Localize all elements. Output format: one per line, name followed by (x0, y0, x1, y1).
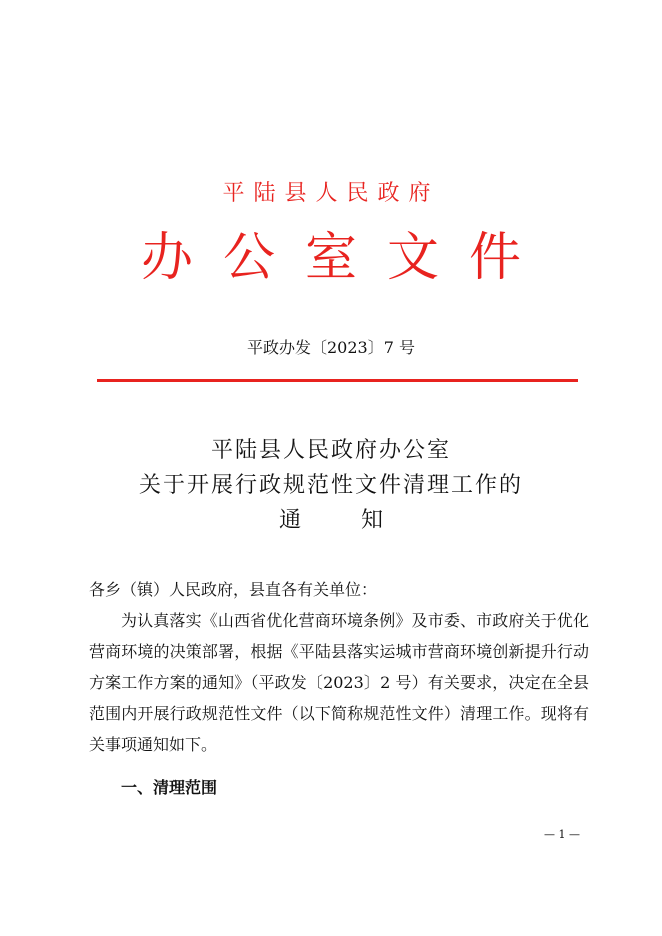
paragraph-text: 为认真落实《山西省优化营商环境条例》及市委、市政府关于优化营商环境的决策部署，根据《平陆县落实运城市营商环境创新提升行动方案工作方案的通知》（平政发〔2023〕2 号）有关要求，决定在全县范围内开展行政规范性文件（以下简称规范性文件）清理工作。现将有关事项通知如下。 (89, 611, 589, 754)
document-type-heading: 办公室文件 (140, 228, 551, 288)
document-number: 平政办发〔2023〕7 号 (247, 338, 415, 357)
section-heading: 一、清理范围 (121, 778, 218, 797)
red-separator-line (97, 379, 578, 382)
page-number: — 1 — (544, 828, 580, 841)
issuing-organization: 平陆县人民政府 (222, 181, 440, 206)
notice-title-line-1: 平陆县人民政府办公室 (210, 438, 451, 463)
notice-title-line-2: 关于开展行政规范性文件清理工作的 (138, 473, 523, 498)
notice-title-line-3: 通知 (278, 508, 443, 533)
body-paragraph (89, 605, 589, 760)
salutation: 各乡（镇）人民政府，县直各有关单位： (89, 580, 378, 599)
